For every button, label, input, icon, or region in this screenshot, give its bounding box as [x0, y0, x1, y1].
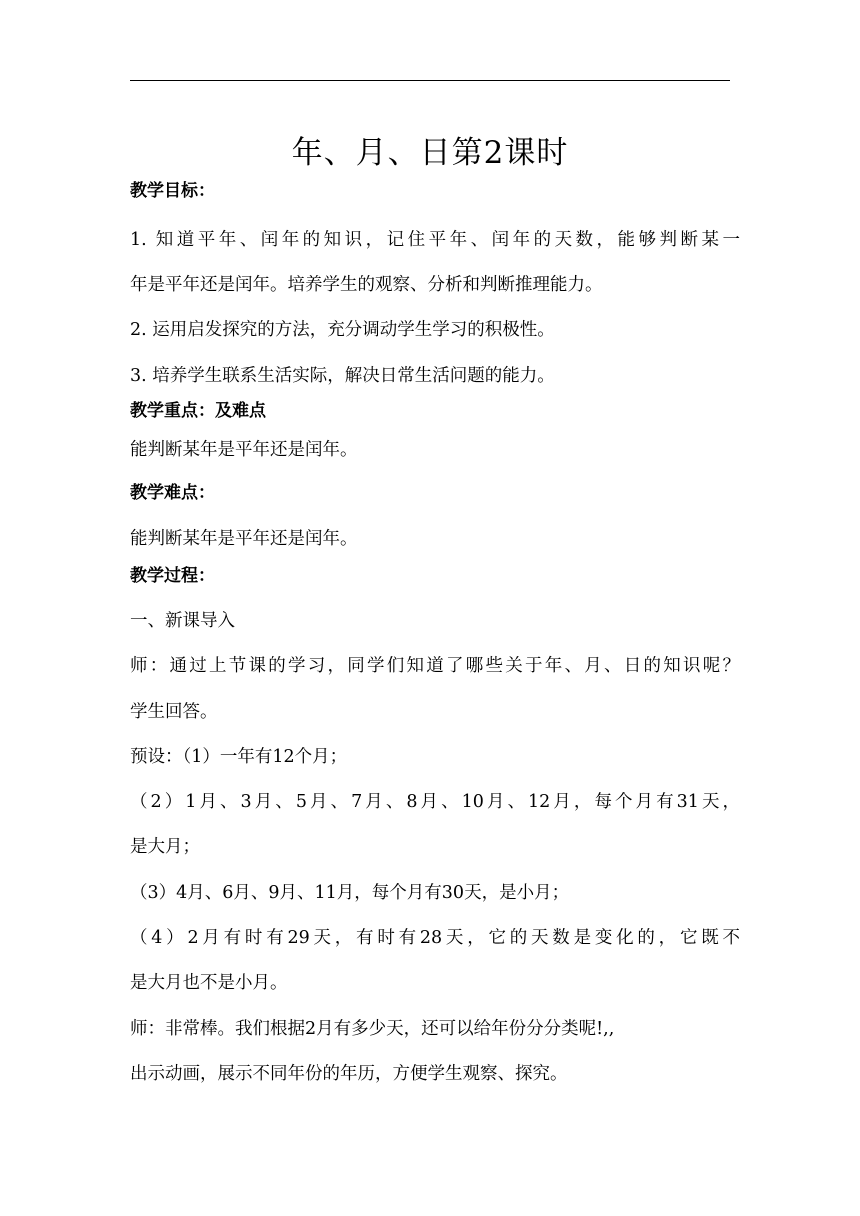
- difficulties-text: 能判断某年是平年还是闰年。: [130, 529, 358, 549]
- heading-teaching-goals: 教学目标：: [130, 181, 215, 201]
- student-answer: 学生回答。: [130, 702, 218, 722]
- teacher-question: 师：通过上节课的学习，同学们知道了哪些关于年、月、日的知识呢？: [130, 656, 740, 676]
- animation-instruction: 出示动画，展示不同年份的年历，方便学生观察、探究。: [130, 1064, 568, 1084]
- preset-1: 预设：（1）一年有12个月；: [130, 747, 348, 767]
- section-new-lesson-intro: 一、新课导入: [130, 611, 235, 631]
- preset-3: （3）4月、6月、9月、11月，每个月有30天，是小月；: [130, 883, 570, 903]
- goal-3: 3. 培养学生联系生活实际，解决日常生活问题的能力。: [130, 366, 555, 386]
- preset-2-line-2: 是大月；: [130, 837, 200, 857]
- heading-teaching-process: 教学过程：: [130, 566, 215, 586]
- key-points-text: 能判断某年是平年还是闰年。: [130, 440, 358, 460]
- goal-2: 2. 运用启发探究的方法，充分调动学生学习的积极性。: [130, 320, 555, 340]
- goal-1-line-1: 1. 知道平年、闰年的知识，记住平年、闰年的天数，能够判断某一: [130, 230, 740, 250]
- page-title: 年、月、日第2课时: [291, 135, 569, 171]
- goal-1-line-2: 年是平年还是闰年。培养学生的观察、分析和判断推理能力。: [130, 275, 603, 295]
- preset-4-line-1: （4）2月有时有29天，有时有28天，它的天数是变化的，它既不: [130, 928, 740, 948]
- preset-4-line-2: 是大月也不是小月。: [130, 973, 288, 993]
- header-rule: [130, 80, 730, 81]
- preset-2-line-1: （2）1月、3月、5月、7月、8月、10月、12月，每个月有31天，: [130, 792, 740, 812]
- teacher-remark: 师：非常棒。我们根据2月有多少天，还可以给年份分分类呢!,,: [130, 1019, 615, 1039]
- heading-key-points: 教学重点：及难点: [130, 401, 266, 421]
- heading-difficulties: 教学难点：: [130, 483, 215, 503]
